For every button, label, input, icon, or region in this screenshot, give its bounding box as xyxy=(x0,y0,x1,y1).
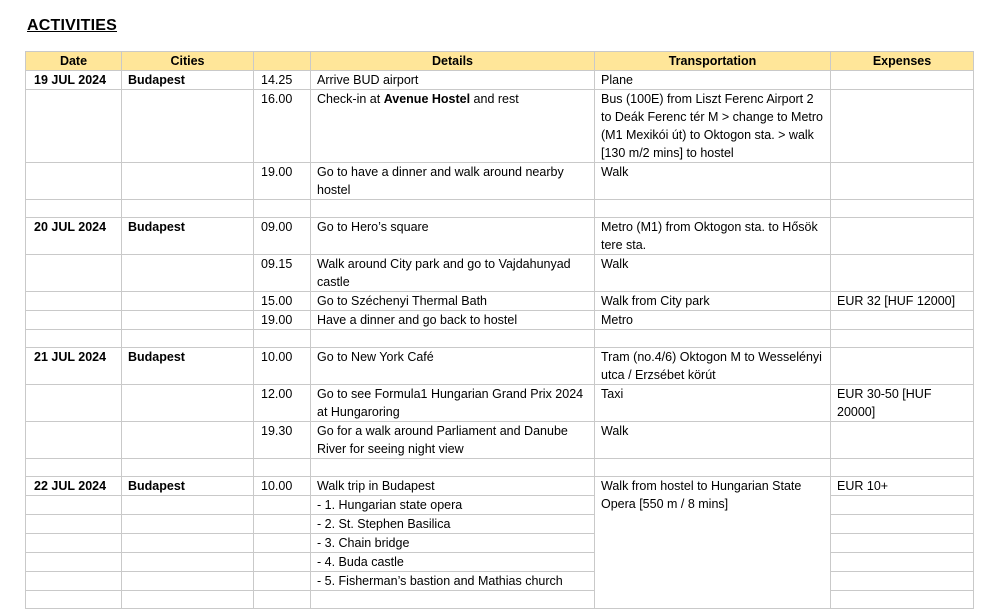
date-cell[interactable] xyxy=(26,515,122,534)
table-row xyxy=(26,90,974,163)
expense-cell[interactable] xyxy=(831,163,974,200)
activities-table xyxy=(25,51,974,609)
date-cell[interactable]: 21 JUL 2024 xyxy=(26,348,122,385)
expense-cell[interactable] xyxy=(831,553,974,572)
table-row xyxy=(26,163,974,200)
details-cell[interactable]: Go to New York Café xyxy=(311,348,595,385)
city-cell[interactable] xyxy=(122,591,254,609)
date-cell[interactable] xyxy=(26,311,122,330)
header-transportation: Transportation xyxy=(595,52,831,71)
expense-cell[interactable] xyxy=(831,71,974,90)
details-text: Check-in at xyxy=(317,92,384,106)
city-cell[interactable]: Budapest xyxy=(122,218,254,255)
transport-cell[interactable]: Walk from hostel to Hungarian State Opera [550 m / 8 mins] xyxy=(595,477,831,609)
table-row xyxy=(26,218,974,255)
time-cell[interactable]: 19.30 xyxy=(254,422,311,459)
expense-cell[interactable] xyxy=(831,255,974,292)
table-row xyxy=(26,292,974,311)
spacer-row xyxy=(26,330,974,348)
empty-cell[interactable] xyxy=(311,200,595,218)
details-cell[interactable]: Go for a walk around Parliament and Danube River for seeing night view xyxy=(311,422,595,459)
date-cell[interactable] xyxy=(26,422,122,459)
transport-cell[interactable]: Metro (M1) from Oktogon sta. to Hősök tere sta. xyxy=(595,218,831,255)
city-cell[interactable] xyxy=(122,515,254,534)
transport-cell[interactable]: Walk xyxy=(595,422,831,459)
table-row xyxy=(26,385,974,422)
date-cell[interactable]: 20 JUL 2024 xyxy=(26,218,122,255)
empty-cell[interactable] xyxy=(595,459,831,477)
city-cell[interactable] xyxy=(122,90,254,163)
city-cell[interactable]: Budapest xyxy=(122,348,254,385)
empty-cell[interactable] xyxy=(595,200,831,218)
details-cell[interactable]: - 4. Buda castle xyxy=(311,553,595,572)
transport-cell[interactable]: Taxi xyxy=(595,385,831,422)
table-row xyxy=(26,515,974,534)
header-date: Date xyxy=(26,52,122,71)
city-cell[interactable] xyxy=(122,385,254,422)
empty-cell[interactable] xyxy=(26,459,122,477)
expense-cell[interactable] xyxy=(831,218,974,255)
header-time xyxy=(254,52,311,71)
empty-cell[interactable] xyxy=(26,200,122,218)
expense-cell[interactable] xyxy=(831,348,974,385)
city-cell[interactable] xyxy=(122,422,254,459)
details-cell[interactable] xyxy=(311,90,595,163)
time-cell[interactable] xyxy=(254,534,311,553)
expense-cell[interactable] xyxy=(831,422,974,459)
date-cell[interactable] xyxy=(26,534,122,553)
empty-cell[interactable] xyxy=(254,459,311,477)
transport-cell[interactable]: Walk xyxy=(595,163,831,200)
table-row xyxy=(26,572,974,591)
date-cell[interactable] xyxy=(26,292,122,311)
city-cell[interactable] xyxy=(122,534,254,553)
date-cell[interactable] xyxy=(26,163,122,200)
time-cell[interactable] xyxy=(254,496,311,515)
header-cities: Cities xyxy=(122,52,254,71)
table-row xyxy=(26,496,974,515)
transport-cell[interactable]: Plane xyxy=(595,71,831,90)
transport-cell[interactable]: Walk from City park xyxy=(595,292,831,311)
expense-cell[interactable] xyxy=(831,591,974,609)
details-cell[interactable]: Have a dinner and go back to hostel xyxy=(311,311,595,330)
table-row xyxy=(26,348,974,385)
transport-cell[interactable]: Tram (no.4/6) Oktogon M to Wesselényi utca / Erzsébet körút xyxy=(595,348,831,385)
details-cell[interactable]: Go to Széchenyi Thermal Bath xyxy=(311,292,595,311)
date-cell[interactable] xyxy=(26,90,122,163)
city-cell[interactable]: Budapest xyxy=(122,71,254,90)
table-row xyxy=(26,71,974,90)
time-cell[interactable] xyxy=(254,591,311,609)
empty-cell[interactable] xyxy=(254,200,311,218)
details-cell[interactable]: Go to see Formula1 Hungarian Grand Prix 2024 at Hungaroring xyxy=(311,385,595,422)
details-cell[interactable]: Arrive BUD airport xyxy=(311,71,595,90)
city-cell[interactable] xyxy=(122,255,254,292)
date-cell[interactable] xyxy=(26,553,122,572)
empty-cell[interactable] xyxy=(254,330,311,348)
time-cell[interactable]: 09.15 xyxy=(254,255,311,292)
table-row xyxy=(26,553,974,572)
table-row xyxy=(26,534,974,553)
empty-cell[interactable] xyxy=(831,330,974,348)
hostel-name: Avenue Hostel xyxy=(383,92,471,106)
city-cell[interactable] xyxy=(122,572,254,591)
city-cell[interactable] xyxy=(122,496,254,515)
city-cell[interactable] xyxy=(122,311,254,330)
details-cell[interactable]: Walk around City park and go to Vajdahunyad castle xyxy=(311,255,595,292)
header-row xyxy=(26,52,974,71)
spacer-row xyxy=(26,200,974,218)
time-cell[interactable]: 19.00 xyxy=(254,163,311,200)
table-row xyxy=(26,477,974,496)
transport-cell[interactable]: Bus (100E) from Liszt Ferenc Airport 2 to Deák Ferenc tér M > change to Metro (M1 Mexikói út) to Oktogon sta. > walk [130 m/2 mins] to hostel xyxy=(595,90,831,163)
time-cell[interactable]: 10.00 xyxy=(254,477,311,496)
header-expenses: Expenses xyxy=(831,52,974,71)
date-cell[interactable]: 19 JUL 2024 xyxy=(26,71,122,90)
time-cell[interactable]: 16.00 xyxy=(254,90,311,163)
empty-cell[interactable] xyxy=(831,200,974,218)
transport-cell[interactable]: Metro xyxy=(595,311,831,330)
expense-cell[interactable] xyxy=(831,311,974,330)
city-cell[interactable] xyxy=(122,163,254,200)
details-cell[interactable]: Go to have a dinner and walk around nearby hostel xyxy=(311,163,595,200)
details-cell[interactable]: Walk trip in Budapest xyxy=(311,477,595,496)
details-cell[interactable]: - 1. Hungarian state opera xyxy=(311,496,595,515)
transport-cell[interactable]: Walk xyxy=(595,255,831,292)
empty-cell[interactable] xyxy=(831,459,974,477)
expense-cell[interactable]: EUR 30-50 [HUF 20000] xyxy=(831,385,974,422)
time-cell[interactable]: 10.00 xyxy=(254,348,311,385)
empty-cell[interactable] xyxy=(26,330,122,348)
empty-cell[interactable] xyxy=(122,200,254,218)
date-cell[interactable] xyxy=(26,572,122,591)
city-cell[interactable] xyxy=(122,553,254,572)
time-cell[interactable] xyxy=(254,572,311,591)
date-cell[interactable] xyxy=(26,591,122,609)
details-cell[interactable]: - 3. Chain bridge xyxy=(311,534,595,553)
time-cell[interactable]: 15.00 xyxy=(254,292,311,311)
time-cell[interactable]: 09.00 xyxy=(254,218,311,255)
expense-cell[interactable] xyxy=(831,515,974,534)
table-row xyxy=(26,255,974,292)
table-row xyxy=(26,422,974,459)
city-cell[interactable] xyxy=(122,292,254,311)
expense-cell[interactable] xyxy=(831,496,974,515)
details-cell[interactable] xyxy=(311,591,595,609)
spacer-row xyxy=(26,459,974,477)
expense-cell[interactable]: EUR 32 [HUF 12000] xyxy=(831,292,974,311)
empty-cell[interactable] xyxy=(311,459,595,477)
date-cell[interactable]: 22 JUL 2024 xyxy=(26,477,122,496)
date-cell[interactable] xyxy=(26,385,122,422)
table-row xyxy=(26,591,974,609)
city-cell[interactable]: Budapest xyxy=(122,477,254,496)
date-cell[interactable] xyxy=(26,496,122,515)
date-cell[interactable] xyxy=(26,255,122,292)
empty-cell[interactable] xyxy=(595,330,831,348)
details-cell[interactable]: - 5. Fisherman’s bastion and Mathias church xyxy=(311,572,595,591)
empty-cell[interactable] xyxy=(311,330,595,348)
details-cell[interactable]: Go to Hero’s square xyxy=(311,218,595,255)
page-title: ACTIVITIES xyxy=(27,17,118,34)
table-row xyxy=(26,311,974,330)
details-text: and rest xyxy=(470,92,519,106)
time-cell[interactable]: 12.00 xyxy=(254,385,311,422)
time-cell[interactable] xyxy=(254,553,311,572)
empty-cell[interactable] xyxy=(122,330,254,348)
expense-cell[interactable]: EUR 10+ xyxy=(831,477,974,496)
expense-cell[interactable] xyxy=(831,534,974,553)
header-details: Details xyxy=(311,52,595,71)
time-cell[interactable]: 19.00 xyxy=(254,311,311,330)
expense-cell[interactable] xyxy=(831,572,974,591)
details-cell[interactable]: - 2. St. Stephen Basilica xyxy=(311,515,595,534)
time-cell[interactable]: 14.25 xyxy=(254,71,311,90)
empty-cell[interactable] xyxy=(122,459,254,477)
time-cell[interactable] xyxy=(254,515,311,534)
expense-cell[interactable] xyxy=(831,90,974,163)
